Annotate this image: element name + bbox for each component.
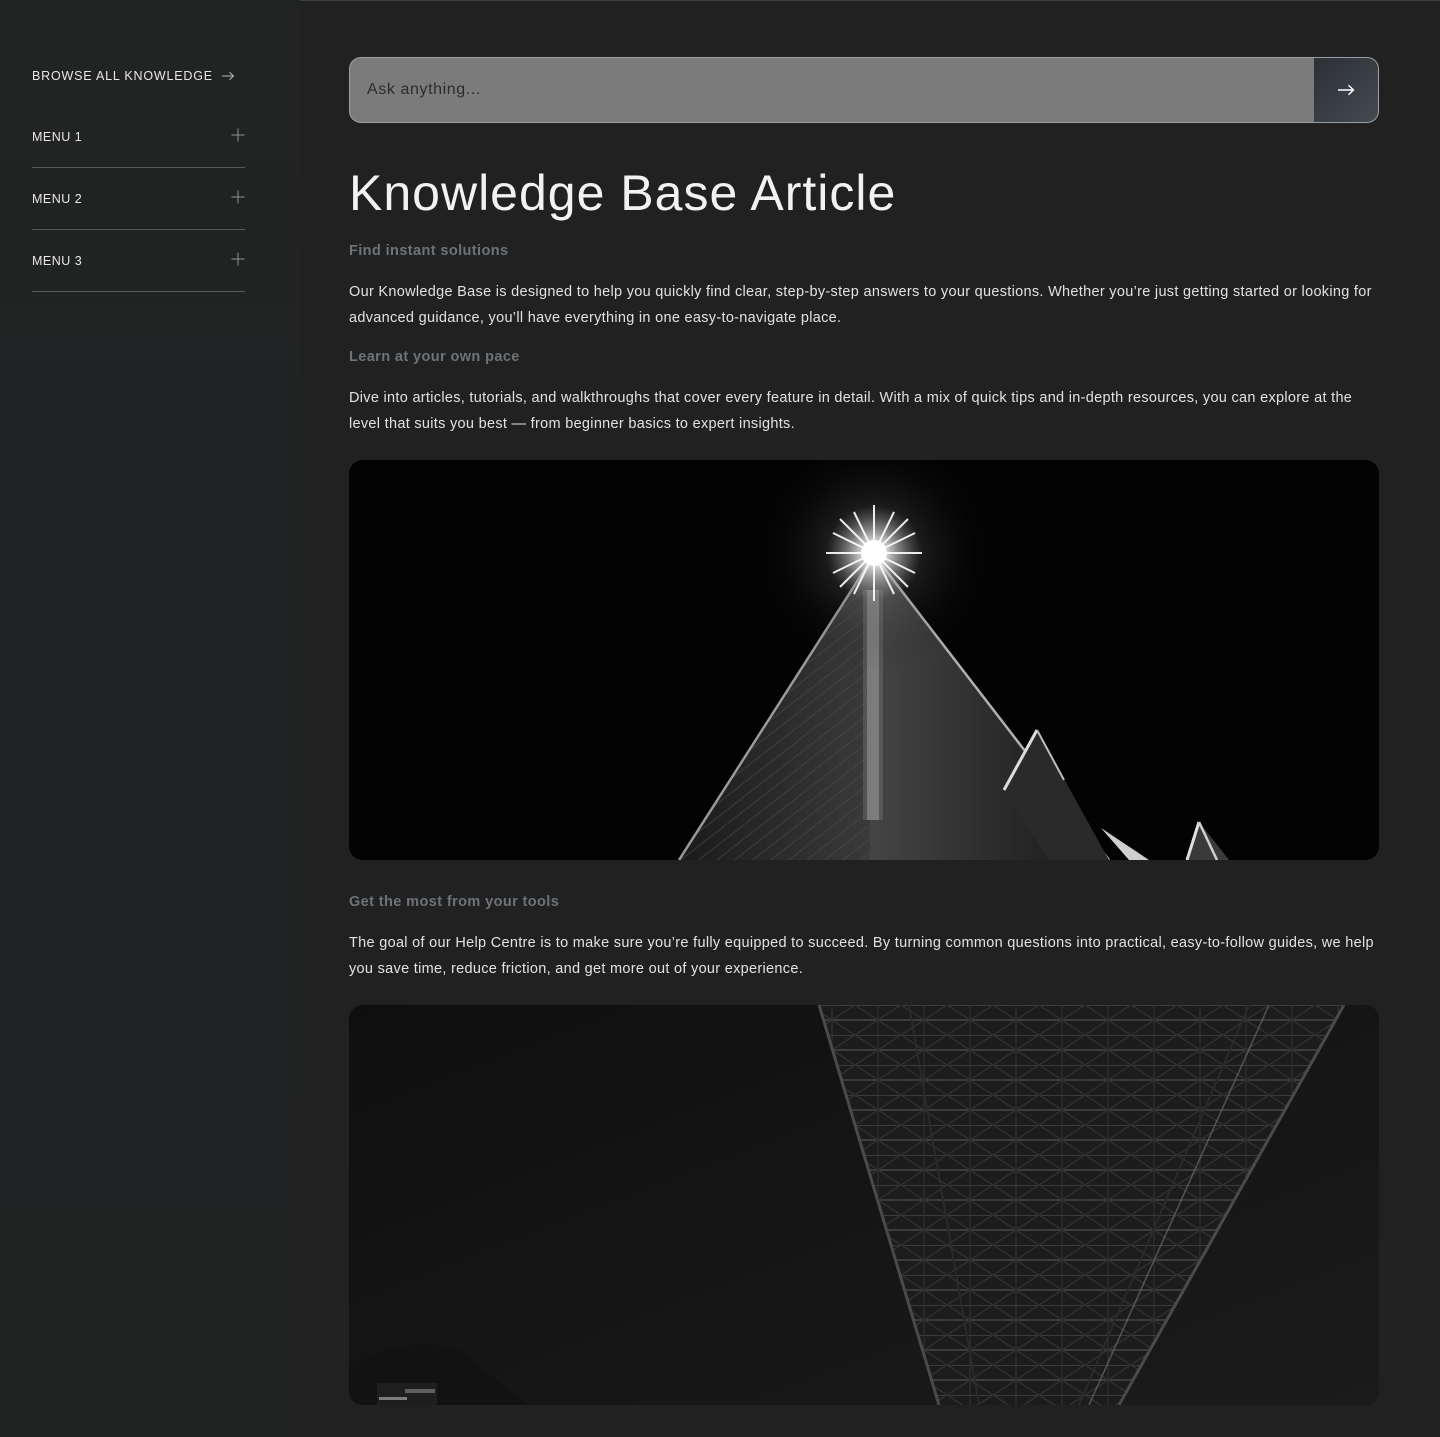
sidebar-item-label: MENU 2 — [32, 191, 83, 206]
arrow-right-icon — [1337, 84, 1355, 96]
sidebar-item-menu-2[interactable] — [32, 168, 245, 230]
search-submit-button[interactable] — [1314, 58, 1378, 122]
sidebar-item-label: MENU 1 — [32, 129, 83, 144]
bridge-underside-image — [349, 1005, 1379, 1405]
sidebar-item-menu-1[interactable] — [32, 106, 245, 168]
section-heading: Find instant solutions — [349, 243, 509, 259]
sidebar-item-menu-3[interactable] — [32, 230, 245, 292]
section-body: Dive into articles, tutorials, and walkthroughs that cover every feature in detail. With a mix of quick tips and in-depth resources, you can explore at the level that suits you best — from beginner basics to expert insights. — [349, 390, 1353, 432]
plus-icon[interactable] — [231, 190, 245, 204]
page-title: Knowledge Base Article — [349, 165, 897, 221]
plus-icon[interactable] — [231, 252, 245, 266]
opera-house-night-image — [349, 460, 1379, 860]
arrow-right-icon — [221, 71, 235, 81]
section-heading: Get the most from your tools — [349, 894, 560, 910]
sidebar — [0, 0, 300, 1437]
browse-all-knowledge-link[interactable] — [32, 69, 235, 83]
section-body: Our Knowledge Base is designed to help you quickly find clear, step-by-step answers to your questions. Whether you’re just getting started or looking for advanced guidance, you’ll have everything in one easy-to-navigate place. — [349, 284, 1372, 326]
browse-all-label: BROWSE ALL KNOWLEDGE — [32, 69, 213, 83]
search-input[interactable] — [350, 58, 1314, 122]
sidebar-item-label: MENU 3 — [32, 253, 83, 268]
section-heading: Learn at your own pace — [349, 349, 520, 365]
plus-icon[interactable] — [231, 128, 245, 142]
search-bar — [349, 57, 1379, 123]
section-body: The goal of our Help Centre is to make sure you’re fully equipped to succeed. By turning common questions into practical, easy-to-follow guides, we help you save time, reduce friction, and get more out of your experience. — [349, 935, 1374, 977]
sidebar-menu — [32, 106, 245, 292]
